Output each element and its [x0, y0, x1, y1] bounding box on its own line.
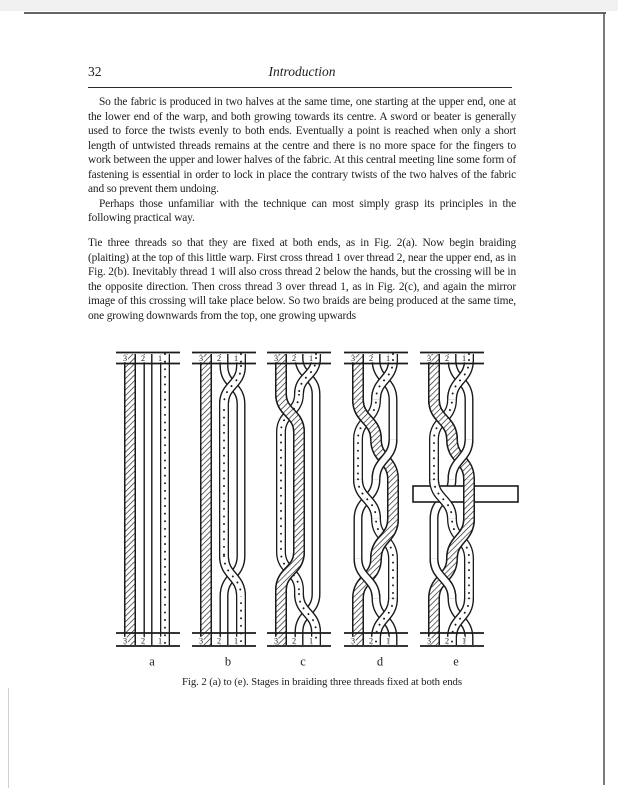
thread-number: 1: [233, 354, 239, 363]
thread-number: 3: [426, 354, 432, 363]
thread-number: 3: [273, 636, 279, 646]
thread-number: 1: [157, 636, 163, 646]
page-number: 32: [88, 64, 102, 79]
thread-number: 2: [291, 354, 297, 363]
thread-number: 3: [350, 354, 356, 363]
panel-letter: b: [224, 654, 232, 669]
braid-panel-e: [413, 353, 518, 669]
panel-letter: e: [453, 654, 459, 669]
braid-panel-c: [267, 353, 331, 669]
running-head: Introduction: [268, 64, 336, 79]
thread-number: 2: [140, 354, 146, 363]
braid-panel-b: [192, 353, 256, 669]
thread-number: 1: [385, 636, 391, 646]
thread-number: 3: [273, 354, 279, 363]
braid-panel-d: [344, 353, 408, 669]
thread-number: 2: [444, 636, 450, 646]
thread-number: 2: [368, 354, 374, 363]
thread-number: 2: [140, 636, 146, 646]
thread-number: 3: [122, 636, 128, 646]
thread-number: 1: [308, 354, 314, 363]
thread-number: 3: [122, 354, 128, 363]
paragraph-2: Perhaps those unfamiliar with the technique can most simply grasp its principles in the following practical way.: [88, 197, 516, 224]
thread-number: 1: [157, 354, 163, 363]
thread-number: 1: [461, 636, 467, 646]
thread-number: 3: [198, 636, 204, 646]
paragraph-3: Tie three threads so that they are fixed at both ends, as in Fig. 2(a). Now begin braiding (plaiting) at the top of this little warp. First cross thread 1 over thread 2, near the upper end, as in Fig. 2(b). Inevitably thread 1 will also cross thread 2 below the hands, but the crossing will be in the opposite direction. Then cross thread 3 over thread 1, as in Fig. 2(c), and again the mirror image of this crossing will take place below. So two braids are being produced at the same time, one growing downwards from the top, one growing upwards: [88, 237, 516, 322]
paragraph-1: So the fabric is produced in two halves at the same time, one starting at the upper end, one at the lower end of the warp, and both growing towards its centre. A sword or beater is generally used to force the twists evenly to both ends. Eventually a point is reached when only a short length of untwisted threads remains at the centre and there is no more space for the fingers to work between the upper and lower halves of the fabric. At this central meeting line some form of fastening is essential in order to lock in place the contrary twists of the two halves of the fabric and so prevent them undoing.: [88, 96, 516, 195]
thread-number: 1: [461, 354, 467, 363]
thread-number: 2: [216, 354, 222, 363]
thread-number: 3: [350, 636, 356, 646]
thread-number: 2: [291, 636, 297, 646]
panel-letter: a: [149, 654, 155, 669]
panel-letter: c: [300, 654, 306, 669]
panel-letter: d: [376, 654, 384, 669]
thread-number: 3: [198, 354, 204, 363]
thread-number: 2: [368, 636, 374, 646]
braid-panel-a: [116, 353, 180, 669]
thread-number: 1: [385, 354, 391, 363]
thread-number: 2: [216, 636, 222, 646]
thread-number: 1: [233, 636, 239, 646]
thread-number: 1: [308, 636, 314, 646]
figure-caption: Fig. 2 (a) to (e). Stages in braiding three threads fixed at both ends: [182, 676, 462, 688]
thread-number: 2: [444, 354, 450, 363]
thread-number: 3: [426, 636, 432, 646]
